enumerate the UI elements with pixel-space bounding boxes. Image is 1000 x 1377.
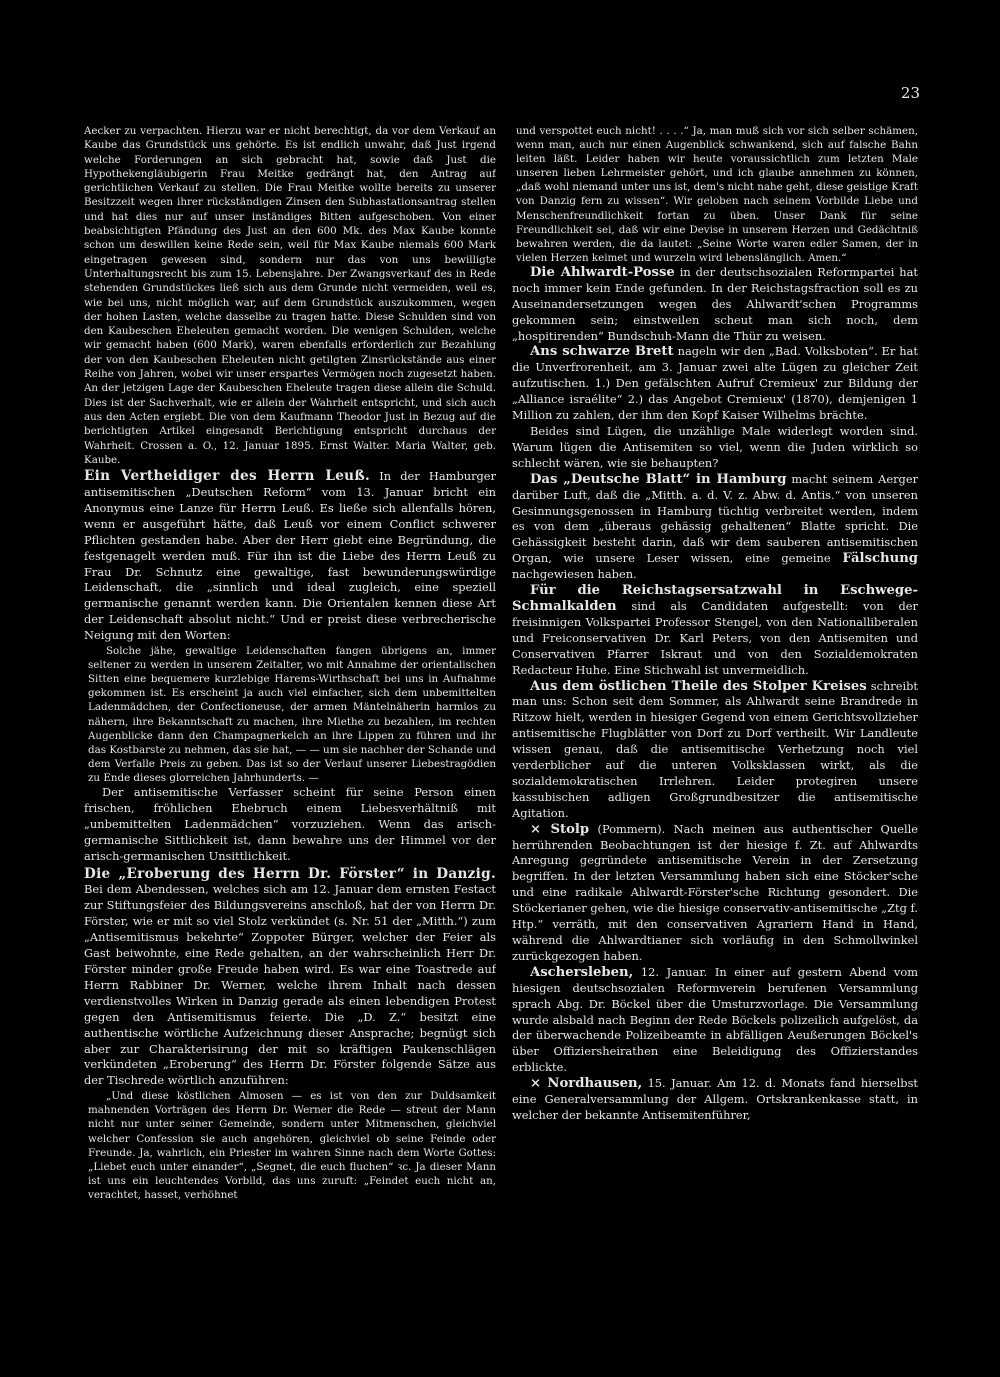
stolp-article [512, 822, 918, 965]
danzig-body: Bei dem Abendessen, welches sich am 12. Januar dem ernsten Festact zur Stiftungsfeier des Bildungsvereins anschloß, hat der von Herrn Dr. Förster, wie er mit so viel Stolz verkündet (s. Nr. 51 der „Mitth.“) zum „Antisemitismus bekehrte“ Zoppoter Bürger, welcher der Feier als Gast beiwohnte, eine Rede gehalten, an der wahrscheinlich Herr Dr. Förster minder große Freude haben wird. Es war eine Toastrede auf Herrn Rabbiner Dr. Werner, welche ihrem Inhalt nach dessen verdienstvolles Wirken in Danzig gerade als einen lebendigen Protest gegen den Antisemitismus feierte. Die „D. Z.“ besitzt eine authentische wörtliche Aufzeichnung dieser Ansprache; begnügt sich aber zur Charakterisirung der mit so kräftigen Paukenschlägen verkündeten „Eroberung“ des Herrn Dr. Förster folgende Sätze aus der Tischrede wörtlich anzuführen: [84, 882, 496, 1088]
danzig-headline: Die „Eroberung des Herrn Dr. Förster“ in Danzig. [84, 865, 496, 882]
walter-statement-paragraph: Aecker zu verpachten. Hierzu war er nicht berechtigt, da vor dem Verkauf an Kaube das Grundstück uns gehörte. Es ist endlich unwahr, daß Just irgend welche Forderungen an sich gebracht hat, sowie daß Just die Hypothekengläubigerin Frau Meitke gedrängt hat, den Antrag auf gerichtlichen Verkauf zu stellen. Die Frau Meitke wollte bereits zu unserer Besitzzeit wegen ihrer rückständigen Zinsen den Subhastationsantrag stellen und hat dies nur auf unser inständiges Bitten aufgeschoben. Von einer beabsichtigten Pfändung des Just an den 600 Mk. des Max Kaube konnte schon um deswillen keine Rede sein, weil für Max Kaube niemals 600 Mark eingetragen gewesen sind, sondern nur das von uns bewilligte Unterhaltungsrecht bis zum 15. Lebensjahre. Der Zwangsverkauf des in Rede stehenden Grundstückes ließ sich aus dem Grunde nicht vermeiden, weil es, wie bei uns, nicht möglich war, auf dem Grundstück auszukommen, wegen der hohen Lasten, welche dasselbe zu tragen hatte. Diese Schulden sind von den Kaubeschen Eheleuten gemacht worden. Die wenigen Schulden, welche wir gemacht haben (600 Mark), waren ebenfalls erforderlich zur Bezahlung der von den Kaubeschen Eheleuten nicht getilgten Zinsrückstände aus einer Reihe von Jahren, wobei wir unser erspartes Vermögen noch zugesetzt haben. An der jetzigen Lage der Kaubeschen Eheleute tragen diese allein die Schuld. Dies ist der Sachverhalt, wie er allein der Wahrheit entspricht, und sich auch aus den Acten ergiebt. Die von dem Kaufmann Theodor Just in Bezug auf die berichtigten Artikel eingesandt Berichtigung entspricht durchaus der Wahrheit. Crossen a. O., 12. Januar 1895. Ernst Walter. Maria Walter, geb. Kaube. [84, 125, 496, 466]
danzig-quote: „Und diese köstlichen Almosen — es ist von den zur Duldsamkeit mahnenden Vorträgen des Herrn Dr. Werner die Rede — streut der Mann nicht nur unter seiner Gemeinde, sondern unter Mitmenschen, gleichviel welcher Confession sie auch angehören, gleichviel ob seine Feinde oder Freunde. Ja, wahrlich, ein Priester im wahren Sinne nach dem Worte Gottes: „Liebet euch unter einander“, „Segnet, die euch fluchen“ ꝛc. Ja dieser Mann ist uns ein leuchtendes Vorbild, das uns zuruft: „Feindet euch nicht an, verachtet, hasset, verhöhnet [88, 1090, 496, 1201]
right-column [512, 124, 918, 1320]
stolper-kreis-body: schreibt man uns: Schon seit dem Sommer, als Ahlwardt seine Brandrede in Ritzow hielt, werden in hiesiger Gegend von einem Gerichtsvollzieher antisemitische Flugblätter von Dorf zu Dorf vertheilt. Wir Landleute wissen genau, daß die antisemitische Verhetzung noch viel verderblicher auf die unteren Volksklassen wirkt, als die sozialdemokratischen Irrlehren. Leider protegiren unsere kassubischen adligen Großgrundbesitzer die antisemitische Agitation. [512, 678, 918, 820]
schwarzes-brett-headline: Ans schwarze Brett [530, 344, 674, 360]
stolp-headline: × Stolp [530, 821, 590, 837]
aschersleben-headline: Aschersleben, [530, 964, 634, 980]
leuss-body: In der Hamburger antisemitischen „Deutschen Reform“ vom 13. Januar bricht ein Anonymus eine Lanze für Herrn Leuß. Es ließe sich allenfalls hören, wenn er ausgeführt hätte, daß Leuß vor einem Conflict schwerer Pflichten gestanden habe. Aber der Herr giebt eine Begründung, die festgenagelt werden muß. Für ihn ist die Liebe des Herrn Leuß zu Frau Dr. Schnutz eine gewaltige, fast bewunderungswürdige Leidenschaft, die „sinnlich und ideal zugleich, eine speziell germanische genannt werden kann. Die Orientalen kennen diese Art der Leidenschaft absolut nicht.“ Und er preist diese verbrecherische Neigung mit den Worten: [84, 469, 496, 643]
leuss-headline: Ein Vertheidiger des Herrn Leuß. [84, 468, 370, 485]
ahlwardt-posse-article [512, 265, 918, 345]
leuss-article [84, 469, 496, 644]
schwarzes-brett-body: nageln wir den „Bad. Volksboten“. Er hat die Unverfrorenheit, am 3. Januar zwei alte Lügen zu gleicher Zeit aufzutischen. 1.) Den gefälschten Aufruf Cremieux' zur Bildung der „Alliance israélite“ 2.) das Angebot Cremieux' (1870), demjenigen 1 Million zu zahlen, der ihm den Kopf Kaiser Wilhelms brächte. [512, 344, 918, 423]
nordhausen-article [512, 1076, 918, 1124]
stolper-kreis-article [512, 679, 918, 822]
deutsches-blatt-body: macht seinem Aerger darüber Luft, daß die „Mitth. a. d. V. z. Abw. d. Antis.“ von unseren Gesinnungsgenossen in Hamburg tüchtig verbreitet werden, indem es von dem „überaus gehässig gehaltenen“ Blatte spricht. Die Gehässigkeit besteht darin, daß wir dem sauberen antisemitischen Organ, wie unsere Leser wissen, eine gemeine [512, 471, 918, 566]
nordhausen-headline: × Nordhausen, [530, 1076, 643, 1092]
danzig-quote-continued: und verspottet euch nicht! . . . .“ Ja, man muß sich vor sich selber schämen, wenn man, auch nur einen Augenblick schwankend, sich auf falsche Bahn leiten läßt. Leider haben wir heute voraussichtlich zum letzten Male unseren lieben Lehrmeister gehört, und ich glaube annehmen zu können, „daß wohl niemand unter uns ist, dem's nicht nahe geht, diese geistige Kraft von Danzig fern zu wissen“. Wir geloben nach seinem Vorbilde Liebe und Menschenfreundlichkeit fortan zu üben. Unser Dank für seine Freundlichkeit sei, daß wir eine Devise in unserem Herzen und Gedächtniß bewahren werden, die da lautet: „Seine Worte waren edler Samen, der in vielen Herzen keimet und wurzeln wird lebenslänglich. Amen.“ [516, 125, 918, 264]
stolp-body: (Pommern). Nach meinen aus authentischer Quelle herrührenden Beobachtungen ist der hiesige f. Zt. auf Ahlwardts Anregung gegründete antisemitische Verein in der Zersetzung begriffen. In der letzten Versammlung haben sich eine Stöcker'sche und eine radikale Ahlwardt-Förster'sche Richtung gesondert. Die Stöckerianer gehen, wie die hiesige conservativ-antisemitische „Ztg f. Htp.“ verräth, mit den conservativen Agrariern Hand in Hand, während die Ahlwardtianer sich vorläufig in den Schmollwinkel zurückgezogen haben. [512, 821, 918, 963]
deutsches-blatt-body-end: nachgewiesen haben. [512, 567, 637, 582]
schwarzes-brett-article [512, 344, 918, 424]
deutsches-blatt-article [512, 472, 918, 583]
deutsches-blatt-headline: Das „Deutsche Blatt“ in Hamburg [530, 471, 787, 487]
ahlwardt-posse-body: in der deutschsozialen Reformpartei hat noch immer kein Ende gefunden. In der Reichstagsfraction soll es zu Auseinandersetzungen wegen des Ahlwardt'schen Programms gekommen sein; einstweilen scheut man sich noch, dem „hospitirenden“ Bundschuh-Mann die Thür zu weisen. [512, 264, 918, 343]
eschwege-article [512, 583, 918, 678]
page-number: 23 [900, 84, 920, 102]
danzig-article [84, 867, 496, 1090]
aschersleben-body: 12. Januar. In einer auf gestern Abend vom hiesigen deutschsozialen Reformverein berufenen Versammlung sprach Abg. Dr. Böckel über die Umsturzvorlage. Die Versammlung wurde alsbald nach Beginn der Rede Böckels polizeilich aufgelöst, da der überwachende Polizeibeamte in abfälligen Aeußerungen Böckel's über Offiziersheirathen eine Beleidigung des Offizierstandes erblickte. [512, 964, 918, 1075]
left-column [84, 124, 496, 1320]
falschung-word: Fälschung [842, 551, 918, 567]
nordhausen-body: 15. Januar. Am 12. d. Monats fand hierselbst eine Generalversammlung der Allgem. Ortskrankenkasse statt, in welcher der bekannte Antisemitenführer, [512, 1076, 918, 1122]
leuss-quote: Solche jähe, gewaltige Leidenschaften fangen übrigens an, immer seltener zu werden in unserem Zeitalter, wo mit Annahme der orientalischen Sitten eine bequemere kurzlebige Harems-Wirthschaft bei uns in Aufnahme gekommen ist. Es erscheint ja auch viel einfacher, sich dem unbemittelten Ladenmädchen, der Confectioneuse, der armen Mäntelnäherin harmlos zu nähern, ihre Bekanntschaft zu machen, ihre Miethe zu bezahlen, im rechten Augenblicke dann den Champagnerkelch an ihre Lippen zu führen und ihr das Kostbarste zu nehmen, das sie hat, — — um sie nachher der Schande und dem Verfalle Preis zu geben. Das ist so der Verlauf unserer Liebestragödien zu Ende dieses glorreichen Jahrhunderts. — [88, 645, 496, 784]
ahlwardt-posse-headline: Die Ahlwardt-Posse [530, 264, 675, 280]
aschersleben-article [512, 965, 918, 1076]
stolper-kreis-headline: Aus dem östlichen Theile des Stolper Kreises [530, 678, 867, 694]
eschwege-body: sind als Candidaten aufgestellt: von der freisinnigen Volkspartei Professor Stengel, von den Nationalliberalen und Freiconservativen Dr. Karl Peters, von den Antisemiten und Conservativen Pfarrer Iskraut und von den Sozialdemokraten Redacteur Huhe. Eine Stichwahl ist unvermeidlich. [512, 598, 918, 677]
eschwege-headline: Für die Reichstagsersatzwahl in Eschwege-Schmalkalden [512, 583, 918, 614]
leuss-commentary: Der antisemitische Verfasser scheint für seine Person einen frischen, fröhlichen Ehebruch einem Liebesverhältniß mit „unbemittelten Ladenmädchen“ vorzuziehen. Wenn das arisch-germanische Sittlichkeit ist, dann bewahre uns der Himmel vor der arisch-germanischen Unsittlichkeit. [84, 785, 496, 863]
schwarzes-brett-followup: Beides sind Lügen, die unzählige Male widerlegt worden sind. Warum lügen die Antisemiten so viel, wenn die Juden wirklich so schlecht wären, wie sie behaupten? [512, 424, 918, 470]
